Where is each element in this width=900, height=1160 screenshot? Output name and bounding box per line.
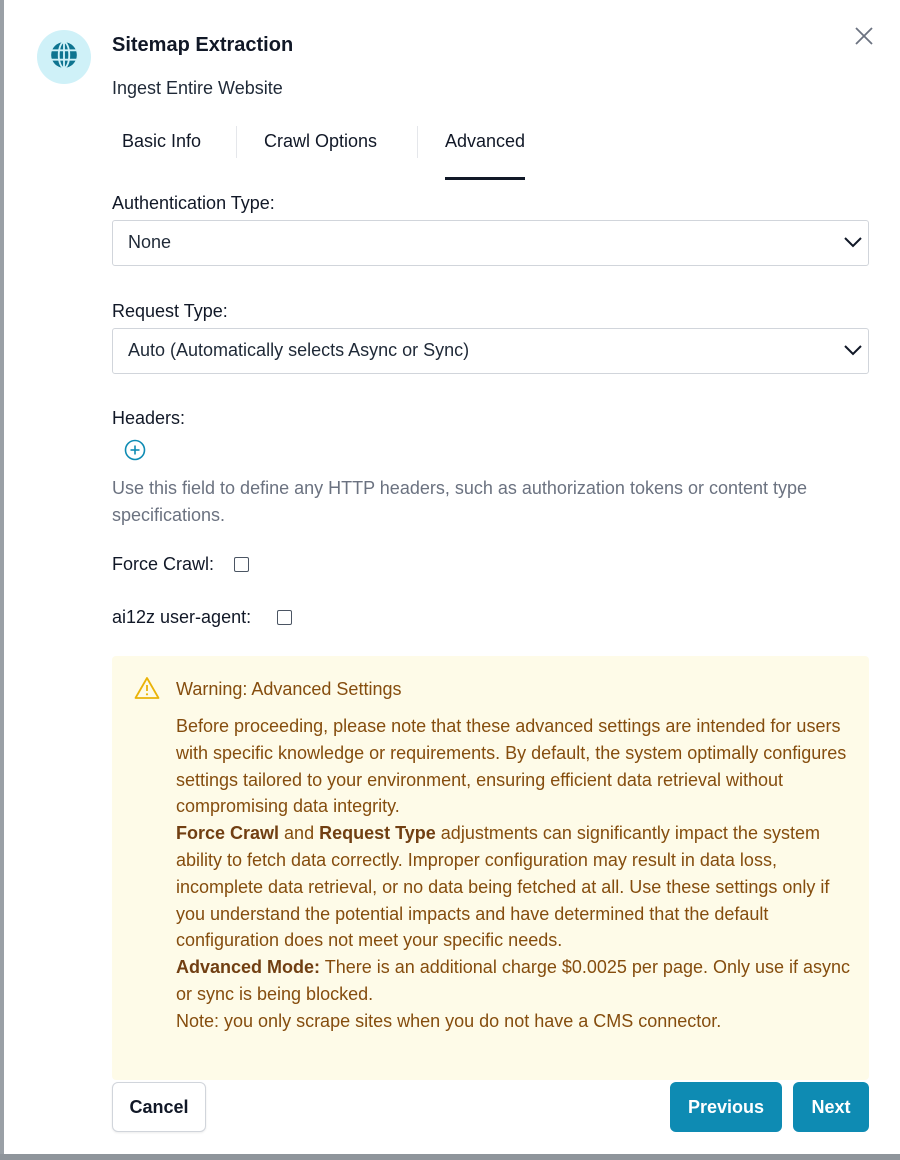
warning-paragraph: Note: you only scrape sites when you do not have a CMS connector. — [176, 1010, 722, 1031]
chevron-down-icon — [843, 342, 863, 363]
warning-bold-term: Request Type — [319, 823, 436, 844]
globe-icon — [50, 41, 78, 74]
request-type-value: Auto (Automatically selects Async or Sync) — [128, 340, 470, 360]
user-agent-label: ai12z user-agent: — [112, 607, 252, 627]
warning-text: There is an additional charge $0.0025 per page. Only use if async or sync is being blocked. — [176, 957, 851, 1004]
plus-circle-icon — [124, 448, 146, 465]
tab-basic-info[interactable]: Basic Info — [122, 131, 202, 151]
tab-divider — [417, 126, 418, 158]
header-globe-badge — [37, 30, 91, 84]
request-type-label: Request Type: — [112, 301, 228, 321]
chevron-down-icon — [843, 234, 863, 255]
close-button[interactable] — [850, 24, 878, 52]
cancel-button[interactable]: Cancel — [112, 1082, 206, 1132]
warning-bold-term: Force Crawl — [176, 823, 280, 844]
warning-text: adjustments can significantly impact the system ability to fetch data correctly. Improper configuration may result in data loss, incomplete data retrieval, or no data being fetched at all. Use these settings only if you understand the potential impacts and have determined that the default configuration does not meet your specific needs. — [176, 823, 830, 951]
tab-crawl-options[interactable]: Crawl Options — [264, 131, 378, 151]
auth-type-value: None — [128, 232, 172, 252]
add-header-button[interactable] — [124, 439, 146, 461]
auth-type-label: Authentication Type: — [112, 193, 275, 213]
force-crawl-checkbox[interactable] — [234, 557, 249, 572]
auth-type-select[interactable] — [112, 220, 869, 266]
warning-bold-term: Advanced Mode: — [176, 957, 321, 978]
headers-label: Headers: — [112, 408, 186, 428]
tab-divider — [236, 126, 237, 158]
warning-panel — [112, 656, 869, 1080]
previous-button[interactable]: Previous — [670, 1082, 782, 1132]
backdrop-bottom-edge — [0, 1154, 900, 1160]
warning-paragraph: Before proceeding, please note that these advanced settings are intended for users with specific knowledge or requirements. By default, the system optimally configures settings tailored to your environment, ensuring efficient data retrieval without compromising data integrity. — [176, 716, 847, 817]
backdrop-left-edge — [0, 0, 4, 1160]
tab-bar — [112, 118, 872, 182]
warning-body — [176, 713, 856, 1035]
dialog-title: Sitemap Extraction — [112, 34, 294, 56]
warning-paragraph — [176, 820, 856, 954]
headers-help-text: Use this field to define any HTTP headers, such as authorization tokens or content type specifications. — [112, 478, 808, 525]
close-icon — [853, 25, 875, 52]
force-crawl-label: Force Crawl: — [112, 554, 215, 574]
request-type-select[interactable] — [112, 328, 869, 374]
warning-triangle-icon — [134, 676, 160, 705]
warning-text: and — [279, 823, 320, 844]
user-agent-checkbox[interactable] — [277, 610, 292, 625]
warning-title: Warning: Advanced Settings — [176, 679, 402, 699]
warning-paragraph — [176, 954, 856, 1008]
dialog-subtitle: Ingest Entire Website — [112, 78, 283, 98]
tab-advanced[interactable]: Advanced — [445, 118, 525, 180]
next-button[interactable]: Next — [793, 1082, 869, 1132]
